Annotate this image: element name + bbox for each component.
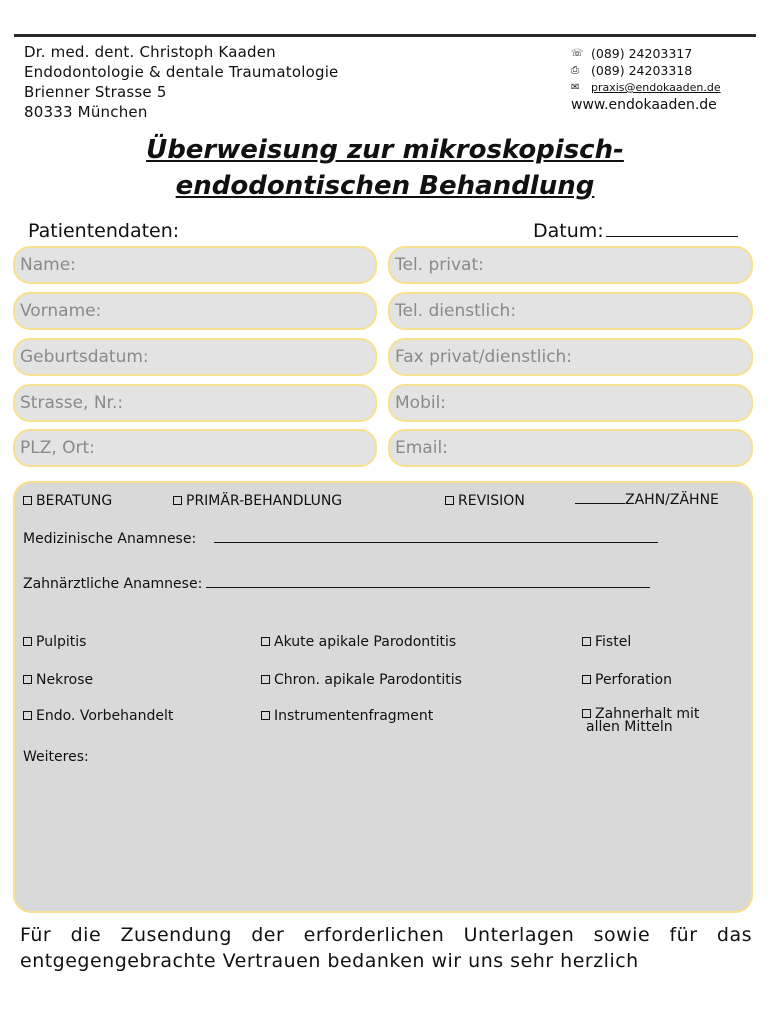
option-label: PRIMÄR-BEHANDLUNG (186, 493, 343, 509)
practice-address (24, 42, 339, 122)
option-label: REVISION (458, 493, 525, 509)
option-revision[interactable] (445, 493, 525, 509)
fax-icon: ⎙ (571, 65, 579, 76)
fax-field[interactable]: Fax privat/dienstlich: (388, 338, 753, 376)
date-label: Datum: (533, 220, 604, 242)
diag-label: Chron. apikale Parodontitis (274, 672, 462, 688)
checkbox[interactable] (23, 496, 32, 505)
address-line-specialty: Endodontologie & dentale Traumatologie (24, 63, 339, 81)
fax-number: (089) 24203318 (591, 63, 693, 78)
diag-label: Akute apikale Parodontitis (274, 634, 457, 650)
treatment-box (13, 481, 753, 913)
diag-zahnerhalt[interactable] (582, 708, 699, 734)
title-line-1: Überweisung zur mikroskopisch- (146, 135, 624, 165)
diag-endo-vorbehandelt[interactable] (23, 708, 173, 724)
dental-anamnesis[interactable] (23, 575, 650, 592)
checkbox[interactable] (261, 675, 270, 684)
address-line-city: 80333 München (24, 103, 148, 121)
checkbox[interactable] (261, 711, 270, 720)
dental-anamnesis-label: Zahnärztliche Anamnese: (23, 576, 203, 592)
phone-business-field[interactable]: Tel. dienstlich: (388, 292, 753, 330)
telephone-icon: ☏ (571, 48, 584, 59)
checkbox[interactable] (261, 637, 270, 646)
dental-anamnesis-line (206, 575, 650, 588)
phone-private-field[interactable]: Tel. privat: (388, 246, 753, 284)
street-field[interactable]: Strasse, Nr.: (13, 384, 377, 422)
diag-fistel[interactable] (582, 634, 631, 650)
contact-block (571, 45, 721, 114)
diag-label: Perforation (595, 672, 672, 688)
email-row (571, 79, 721, 96)
document-title (0, 132, 770, 204)
checkbox[interactable] (445, 496, 454, 505)
address-line-street: Brienner Strasse 5 (24, 83, 167, 101)
checkbox[interactable] (582, 675, 591, 684)
phone-row (571, 45, 721, 62)
address-line-name: Dr. med. dent. Christoph Kaaden (24, 43, 276, 61)
diag-instrumentenfragment[interactable] (261, 708, 433, 724)
title-line-2: endodontischen Behandlung (175, 171, 595, 201)
tooth-line (575, 491, 625, 504)
tooth-entry[interactable] (575, 491, 719, 508)
diag-nekrose[interactable] (23, 672, 93, 688)
checkbox[interactable] (23, 711, 32, 720)
diag-chron-apikale-parodontitis[interactable] (261, 672, 462, 688)
diag-perforation[interactable] (582, 672, 672, 688)
birthdate-field[interactable]: Geburtsdatum: (13, 338, 377, 376)
diag-pulpitis[interactable] (23, 634, 86, 650)
diag-label-line-1: Zahnerhalt mit (595, 706, 700, 722)
diag-label-line-2: allen Mitteln (586, 719, 673, 735)
option-primaer-behandlung[interactable] (173, 493, 342, 509)
zip-city-field[interactable]: PLZ, Ort: (13, 429, 377, 467)
checkbox[interactable] (23, 675, 32, 684)
medical-anamnesis[interactable] (23, 530, 658, 547)
diag-akute-apikale-parodontitis[interactable] (261, 634, 456, 650)
diag-label: Pulpitis (36, 634, 87, 650)
date-field[interactable] (533, 220, 738, 242)
option-beratung[interactable] (23, 493, 112, 509)
mobile-field[interactable]: Mobil: (388, 384, 753, 422)
header-rule (14, 34, 756, 37)
name-field[interactable]: Name: (13, 246, 377, 284)
diag-label: Instrumentenfragment (274, 708, 434, 724)
medical-anamnesis-line (214, 530, 658, 543)
phone-number: (089) 24203317 (591, 46, 693, 61)
checkbox[interactable] (582, 637, 591, 646)
checkbox[interactable] (582, 709, 591, 718)
date-line (606, 220, 738, 237)
envelope-icon: ✉ (571, 82, 580, 93)
diag-label: Endo. Vorbehandelt (36, 708, 174, 724)
closing-text: Für die Zusendung der erforderlichen Unterlagen sowie für das entgegengebrachte Vertrauen bedanken wir uns sehr herzlich (20, 924, 752, 972)
weiteres-label: Weiteres: (23, 749, 89, 765)
checkbox[interactable] (23, 637, 32, 646)
option-label: BERATUNG (36, 493, 113, 509)
diag-label: Fistel (595, 634, 632, 650)
email-link[interactable]: praxis@endokaaden.de (591, 81, 721, 94)
email-field[interactable]: Email: (388, 429, 753, 467)
patient-data-label: Patientendaten: (28, 220, 180, 242)
tooth-label: ZAHN/ZÄHNE (625, 492, 719, 508)
medical-anamnesis-label: Medizinische Anamnese: (23, 531, 197, 547)
website-link[interactable]: www.endokaaden.de (571, 97, 717, 113)
checkbox[interactable] (173, 496, 182, 505)
first-name-field[interactable]: Vorname: (13, 292, 377, 330)
fax-row (571, 62, 721, 79)
diag-label: Nekrose (36, 672, 94, 688)
